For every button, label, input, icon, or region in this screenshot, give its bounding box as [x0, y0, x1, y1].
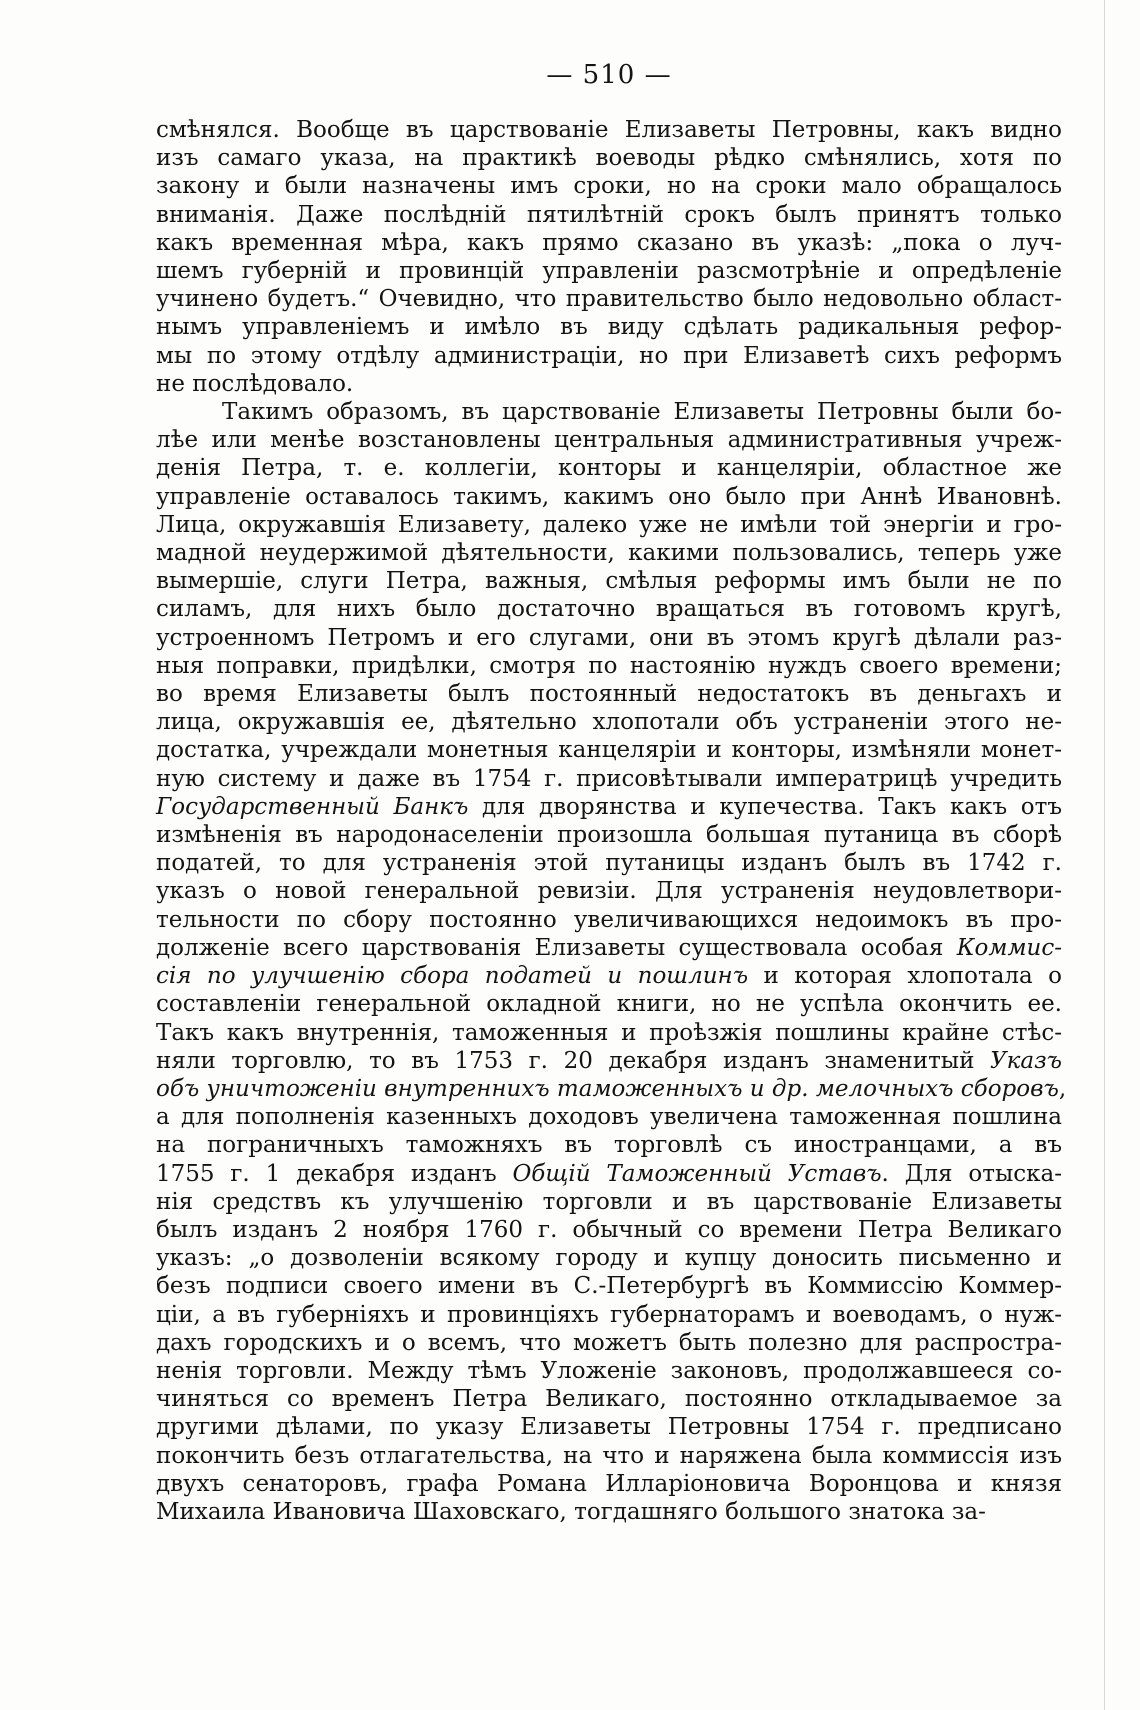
- text-segment: силамъ, для нихъ было достаточно вращаться въ готовомъ кругѣ,: [156, 596, 1062, 623]
- text-segment: Такимъ образомъ, въ царствованіе Елизаветы Петровны были бо-: [222, 399, 1062, 426]
- text-line: [156, 567, 1062, 595]
- text-segment: измѣненія въ народонаселеніи произошла большая путаница въ сборѣ: [156, 822, 1062, 849]
- text-line: [156, 1075, 1067, 1103]
- text-line: [156, 624, 1062, 652]
- italic-text: Общій Таможенный Уставъ: [512, 1160, 882, 1187]
- text-line: [156, 285, 1062, 313]
- text-line: [156, 708, 1062, 736]
- text-line: [156, 1357, 1062, 1385]
- text-line: [156, 116, 1062, 144]
- text-line: [156, 1385, 1062, 1413]
- text-line: [156, 793, 1062, 821]
- text-segment: указъ: „о дозволеніи всякому городу и купцу доносить письменно и: [156, 1245, 1062, 1272]
- text-line: [156, 370, 1062, 398]
- text-line: [156, 398, 1062, 426]
- text-line: [156, 313, 1062, 341]
- text-segment: ную систему и даже въ 1754 г. присовѣтывали императрицѣ учредить: [156, 765, 1062, 792]
- text-segment: закону и были назначены имъ сроки, но на сроки мало обращалось: [156, 173, 1062, 200]
- text-segment: денія Петра, т. е. коллегіи, конторы и канцеляріи, областное же: [156, 455, 1062, 482]
- text-segment: дахъ городскихъ и о всемъ, что можетъ быть полезно для распростра-: [156, 1329, 1062, 1356]
- text-line: [156, 511, 1062, 539]
- text-line: [156, 1047, 1062, 1075]
- text-line: [156, 1329, 1062, 1357]
- text-segment: 1755 г. 1 декабря изданъ: [156, 1160, 513, 1187]
- text-line: [156, 821, 1062, 849]
- italic-text: объ уничтоженіи внутреннихъ таможенныхъ и др. мелочныхъ сборовъ: [156, 1075, 1059, 1102]
- text-segment: няли торговлю, то въ 1753 г. 20 декабря изданъ знаменитый: [156, 1047, 991, 1074]
- text-segment: вымершіе, слуги Петра, важныя, смѣлыя реформы имъ были не по: [156, 568, 1062, 595]
- text-segment: вниманія. Даже послѣдній пятилѣтній срокъ былъ принятъ только: [156, 201, 1062, 228]
- text-line: [156, 934, 1062, 962]
- text-segment: былъ изданъ 2 ноября 1760 г. обычный со времени Петра Великаго: [156, 1216, 1062, 1243]
- text-segment: достатка, учреждали монетныя канцеляріи и конторы, измѣняли монет-: [156, 737, 1062, 764]
- text-line: [156, 201, 1062, 229]
- text-line: [156, 1188, 1062, 1216]
- text-line: [156, 1216, 1062, 1244]
- text-line: [156, 1160, 1062, 1188]
- text-segment: ныя поправки, придѣлки, смотря по настоянію нуждъ своего времени;: [156, 652, 1062, 679]
- text-segment: . Для отыска-: [881, 1160, 1062, 1187]
- text-line: [156, 877, 1062, 905]
- text-line: [156, 1272, 1062, 1300]
- text-segment: указъ о новой генеральной ревизіи. Для устраненія неудовлетвори-: [156, 878, 1062, 905]
- text-line: [156, 765, 1062, 793]
- text-line: [156, 1413, 1062, 1441]
- text-segment: долженіе всего царствованія Елизаветы существовала особая: [156, 934, 957, 961]
- text-line: [156, 1131, 1062, 1159]
- text-segment: покончить безъ отлагательства, на что и наряжена была коммиссія изъ: [156, 1442, 1062, 1469]
- text-line: [156, 680, 1062, 708]
- text-segment: Михаила Ивановича Шаховскаго, тогдашняго большого знатока за-: [156, 1498, 986, 1525]
- text-segment: управленіе оставалось такимъ, какимъ оно было при Аннѣ Ивановнѣ.: [156, 483, 1062, 510]
- text-line: [156, 652, 1062, 680]
- text-segment: другими дѣлами, по указу Елизаветы Петровны 1754 г. предписано: [156, 1414, 1062, 1441]
- paragraph: [156, 398, 1067, 1526]
- text-segment: смѣнялся. Вообще въ царствованіе Елизаветы Петровны, какъ видно: [156, 117, 1062, 143]
- text-segment: податей, то для устраненія этой путаницы изданъ былъ въ 1742 г.: [156, 850, 1062, 877]
- text-line: [156, 1498, 1062, 1526]
- italic-text: Коммис-: [956, 934, 1062, 961]
- text-line: [156, 736, 1062, 764]
- text-line: [156, 962, 1062, 990]
- text-segment: нымъ управленіемъ и имѣло въ виду сдѣлать радикальныя рефор-: [156, 314, 1062, 341]
- text-segment: на пограничныхъ таможняхъ въ торговлѣ съ иностранцами, а въ: [156, 1132, 1062, 1159]
- text-segment: двухъ сенаторовъ, графа Романа Илларіоновича Воронцова и князя: [156, 1470, 1062, 1497]
- text-segment: шемъ губерній и провинцій управленіи разсмотрѣніе и опредѣленіе: [156, 258, 1062, 285]
- text-segment: лица, окружавшія ее, дѣятельно хлопотали объ устраненіи этого не-: [156, 709, 1062, 736]
- text-segment: во время Елизаветы былъ постоянный недостатокъ въ деньгахъ и: [156, 681, 1062, 708]
- paragraph: [156, 116, 1062, 398]
- text-segment: изъ самаго указа, на практикѣ воеводы рѣдко смѣнялись, хотя по: [156, 145, 1062, 172]
- text-segment: Такъ какъ внутреннія, таможенныя и проѣзжія пошлины крайне стѣс-: [156, 1019, 1062, 1046]
- text-line: [156, 483, 1062, 511]
- text-line: [156, 1019, 1062, 1047]
- text-segment: лѣе или менѣе возстановлены центральныя административныя учреж-: [156, 427, 1062, 454]
- text-line: [156, 257, 1062, 285]
- text-line: [156, 1103, 1062, 1131]
- text-segment: составленіи генеральной окладной книги, но не успѣла окончить ее.: [156, 991, 1062, 1018]
- text-line: [156, 1244, 1062, 1272]
- text-line: [156, 229, 1062, 257]
- text-segment: какъ временная мѣра, какъ прямо сказано въ указѣ: „пока о луч-: [156, 229, 1062, 256]
- text-segment: ,: [1058, 1075, 1067, 1102]
- text-line: [156, 342, 1062, 370]
- page-number: — 510 —: [546, 60, 672, 90]
- text-segment: чиняться со временъ Петра Великаго, постоянно откладываемое за: [156, 1386, 1062, 1413]
- text-line: [156, 1470, 1062, 1498]
- text-line: [156, 990, 1062, 1018]
- text-line: [156, 539, 1062, 567]
- text-segment: не послѣдовало.: [156, 370, 354, 397]
- text-segment: Лица, окружавшія Елизавету, далеко уже не имѣли той энергіи и гро-: [156, 511, 1062, 538]
- text-segment: мадной неудержимой дѣятельности, какими пользовались, теперь уже: [156, 540, 1062, 567]
- text-line: [156, 849, 1062, 877]
- text-segment: учинено будетъ.“ Очевидно, что правительство было недовольно област-: [156, 286, 1062, 313]
- text-line: [156, 172, 1062, 200]
- italic-text: Указъ: [990, 1047, 1062, 1074]
- text-line: [156, 906, 1062, 934]
- book-page: [156, 60, 1067, 1526]
- text-segment: и которая хлопотала о: [748, 963, 1062, 990]
- text-segment: а для пополненія казенныхъ доходовъ увеличена таможенная пошлина: [156, 1104, 1062, 1131]
- text-line: [156, 426, 1062, 454]
- text-segment: устроенномъ Петромъ и его слугами, они въ этомъ кругѣ дѣлали раз-: [156, 624, 1062, 651]
- text-segment: нія средствъ къ улучшенію торговли и въ царствованіе Елизаветы: [156, 1188, 1062, 1215]
- text-segment: ціи, а въ губерніяхъ и провинціяхъ губернаторамъ и воеводамъ, о нуж-: [156, 1301, 1062, 1328]
- text-line: [156, 144, 1062, 172]
- italic-text: сія по улучшенію сбора податей и пошлинъ: [156, 963, 749, 990]
- text-segment: ненія торговли. Между тѣмъ Уложеніе законовъ, продолжавшееся со-: [156, 1357, 1062, 1384]
- text-line: [156, 595, 1062, 623]
- text-segment: мы по этому отдѣлу администраціи, но при Елизаветѣ сихъ реформъ: [156, 342, 1062, 369]
- text-line: [156, 1442, 1062, 1470]
- italic-text: Государственный Банкъ: [156, 793, 469, 820]
- text-segment: для дворянства и купечества. Такъ какъ отъ: [468, 793, 1062, 820]
- text-segment: безъ подписи своего имени въ С.-Петербургѣ въ Коммиссію Коммер-: [156, 1273, 1062, 1300]
- text-line: [156, 1301, 1062, 1329]
- text-line: [156, 454, 1062, 482]
- text-segment: тельности по сбору постоянно увеличивающихся недоимокъ въ про-: [156, 906, 1062, 933]
- page-text: [156, 116, 1067, 1526]
- page-edge-line: [1104, 0, 1105, 1710]
